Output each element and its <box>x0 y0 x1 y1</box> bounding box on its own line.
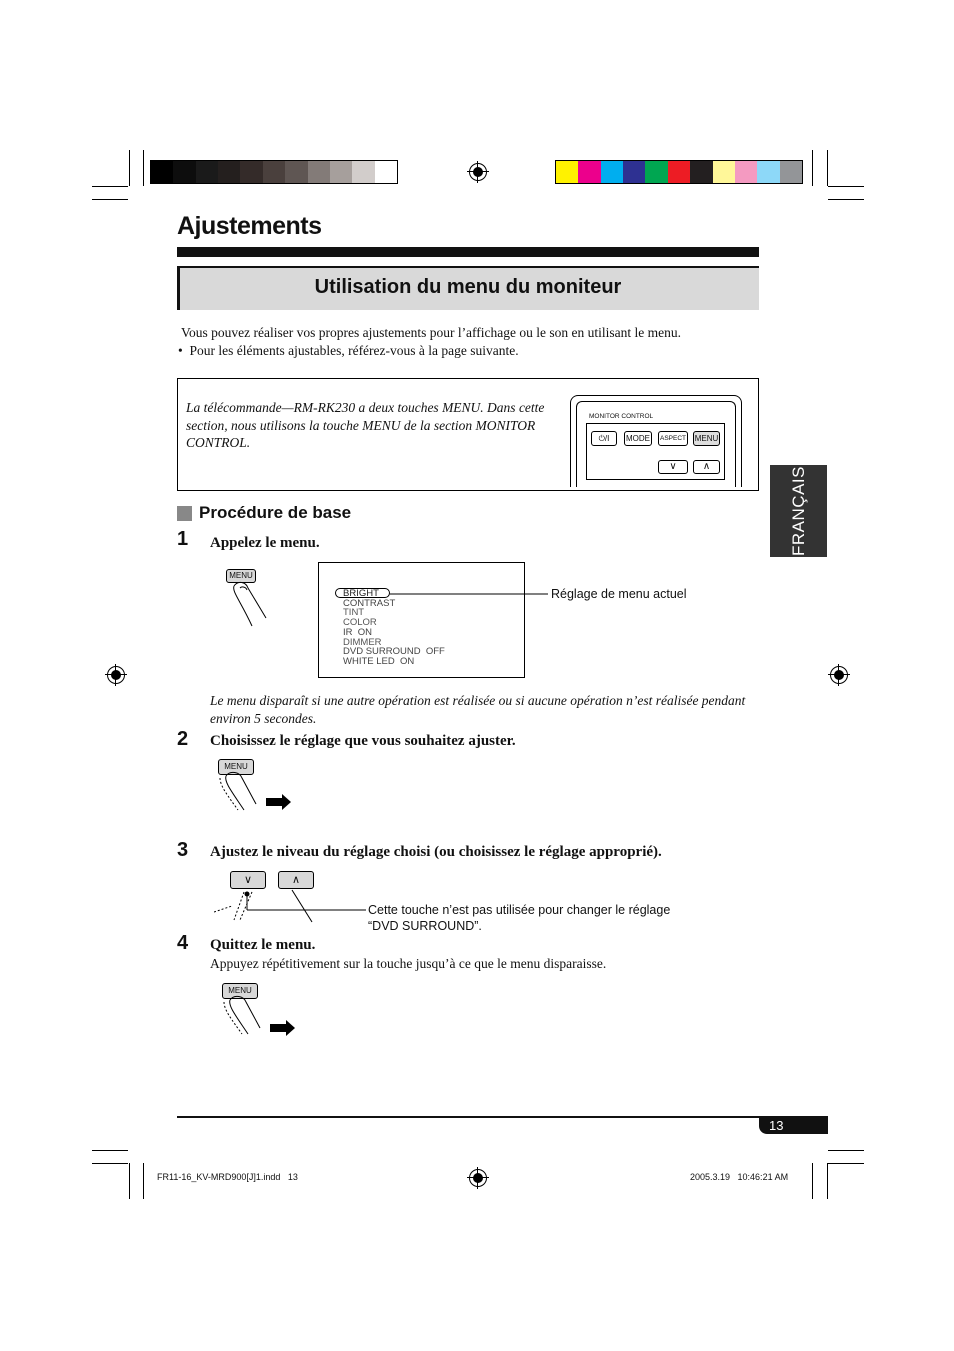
step-number: 3 <box>177 839 189 861</box>
color-swatch <box>330 161 352 183</box>
menu-item: IR ON <box>343 626 373 638</box>
color-swatch <box>173 161 195 183</box>
finger-press-arrows-icon <box>214 886 374 926</box>
step3-callout-line1: Cette touche n’est pas utilisée pour changer le réglage <box>368 903 671 917</box>
color-swatch <box>690 161 712 183</box>
up-arrow-button[interactable]: ∧ <box>693 460 720 474</box>
title-rule <box>177 247 759 257</box>
process-color-bar <box>555 160 803 184</box>
finger-press-repeat-icon <box>220 994 300 1039</box>
step-title: Ajustez le niveau du réglage choisi (ou choisissez le réglage approprié). <box>210 844 662 860</box>
power-button[interactable]: ⏻/I <box>591 431 617 446</box>
section-title: Utilisation du menu du moniteur <box>314 276 622 298</box>
gray-color-bar <box>150 160 398 184</box>
menu-item: COLOR <box>343 617 377 629</box>
down-arrow-button[interactable]: ∨ <box>658 460 688 474</box>
callout-line <box>390 590 550 600</box>
menu-item: TINT <box>343 607 365 619</box>
menu-key-icon: MENU <box>226 569 256 583</box>
menu-item: DIMMER <box>343 636 382 648</box>
color-swatch <box>240 161 262 183</box>
step-number: 2 <box>177 728 189 750</box>
note-box <box>177 378 759 491</box>
finger-press-repeat-icon <box>216 770 296 815</box>
color-swatch <box>375 161 397 183</box>
step-desc: Appuyez répétitivement sur la touche jusqu’à ce que le menu disparaisse. <box>210 956 607 971</box>
color-swatch <box>735 161 757 183</box>
up-key-icon: ∧ <box>278 871 314 889</box>
down-key-icon: ∨ <box>230 871 266 889</box>
note-text: La télécommande—RM-RK230 a deux touches MENU. Dans cette section, nous utilisons la touche MENU de la section MONITOR CONTROL. <box>186 400 545 450</box>
color-swatch <box>645 161 667 183</box>
step-number: 1 <box>177 528 189 550</box>
page-number: 13 <box>759 1118 828 1134</box>
registration-mark-icon <box>830 666 848 684</box>
procedure-heading: Procédure de base <box>199 503 352 522</box>
mode-button[interactable]: MODE <box>624 431 652 446</box>
color-swatch <box>668 161 690 183</box>
color-swatch <box>308 161 330 183</box>
footer-file: FR11-16_KV-MRD900[J]1.indd 13 <box>157 1172 298 1182</box>
menu-key-icon: MENU <box>222 983 258 999</box>
remote-illustration <box>570 395 742 487</box>
step3-callout-line2: “DVD SURROUND”. <box>368 919 482 933</box>
step-title: Choisissez le réglage que vous souhaitez ajuster. <box>210 733 516 749</box>
remote-section-label: MONITOR CONTROL <box>589 413 654 420</box>
color-swatch <box>285 161 307 183</box>
step-number: 4 <box>177 932 189 954</box>
registration-mark-icon <box>107 666 125 684</box>
menu-button[interactable]: MENU <box>693 431 720 446</box>
aspect-button[interactable]: ASPECT <box>658 431 688 446</box>
color-swatch <box>780 161 802 183</box>
menu-key-icon: MENU <box>218 759 254 775</box>
color-swatch <box>352 161 374 183</box>
color-swatch <box>218 161 240 183</box>
bottom-rule <box>177 1116 828 1118</box>
color-swatch <box>151 161 173 183</box>
color-swatch <box>578 161 600 183</box>
color-swatch <box>196 161 218 183</box>
registration-mark-icon <box>469 163 487 181</box>
color-swatch <box>601 161 623 183</box>
color-swatch <box>623 161 645 183</box>
menu-item: DVD SURROUND OFF <box>343 646 445 658</box>
menu-item: BRIGHT <box>343 588 379 599</box>
menu-item: WHITE LED ON <box>343 655 415 667</box>
color-swatch <box>757 161 779 183</box>
intro-text: Vous pouvez réaliser vos propres ajustements pour l’affichage ou le son en utilisant le menu. <box>181 325 682 340</box>
registration-mark-icon <box>469 1169 487 1187</box>
step-title: Appelez le menu. <box>210 535 320 551</box>
menu-list <box>343 589 445 667</box>
procedure-marker <box>177 506 192 521</box>
color-swatch <box>556 161 578 183</box>
color-swatch <box>263 161 285 183</box>
language-tab-label: FRANÇAIS <box>789 466 808 556</box>
menu-callout: Réglage de menu actuel <box>551 587 687 601</box>
footer-timestamp: 2005.3.19 10:46:21 AM <box>690 1172 789 1182</box>
step-title: Quittez le menu. <box>210 937 316 953</box>
menu-item: CONTRAST <box>343 597 396 609</box>
intro-bullet: • Pour les éléments ajustables, référez-vous à la page suivante. <box>178 343 519 358</box>
intro-bullet-text: Pour les éléments ajustables, référez-vous à la page suivante. <box>189 343 519 358</box>
step1-note: Le menu disparaît si une autre opération est réalisée ou si aucune opération n’est réalisée pendant environ 5 secondes. <box>210 693 746 726</box>
finger-press-icon <box>226 578 286 628</box>
color-swatch <box>713 161 735 183</box>
page-title: Ajustements <box>177 212 322 240</box>
